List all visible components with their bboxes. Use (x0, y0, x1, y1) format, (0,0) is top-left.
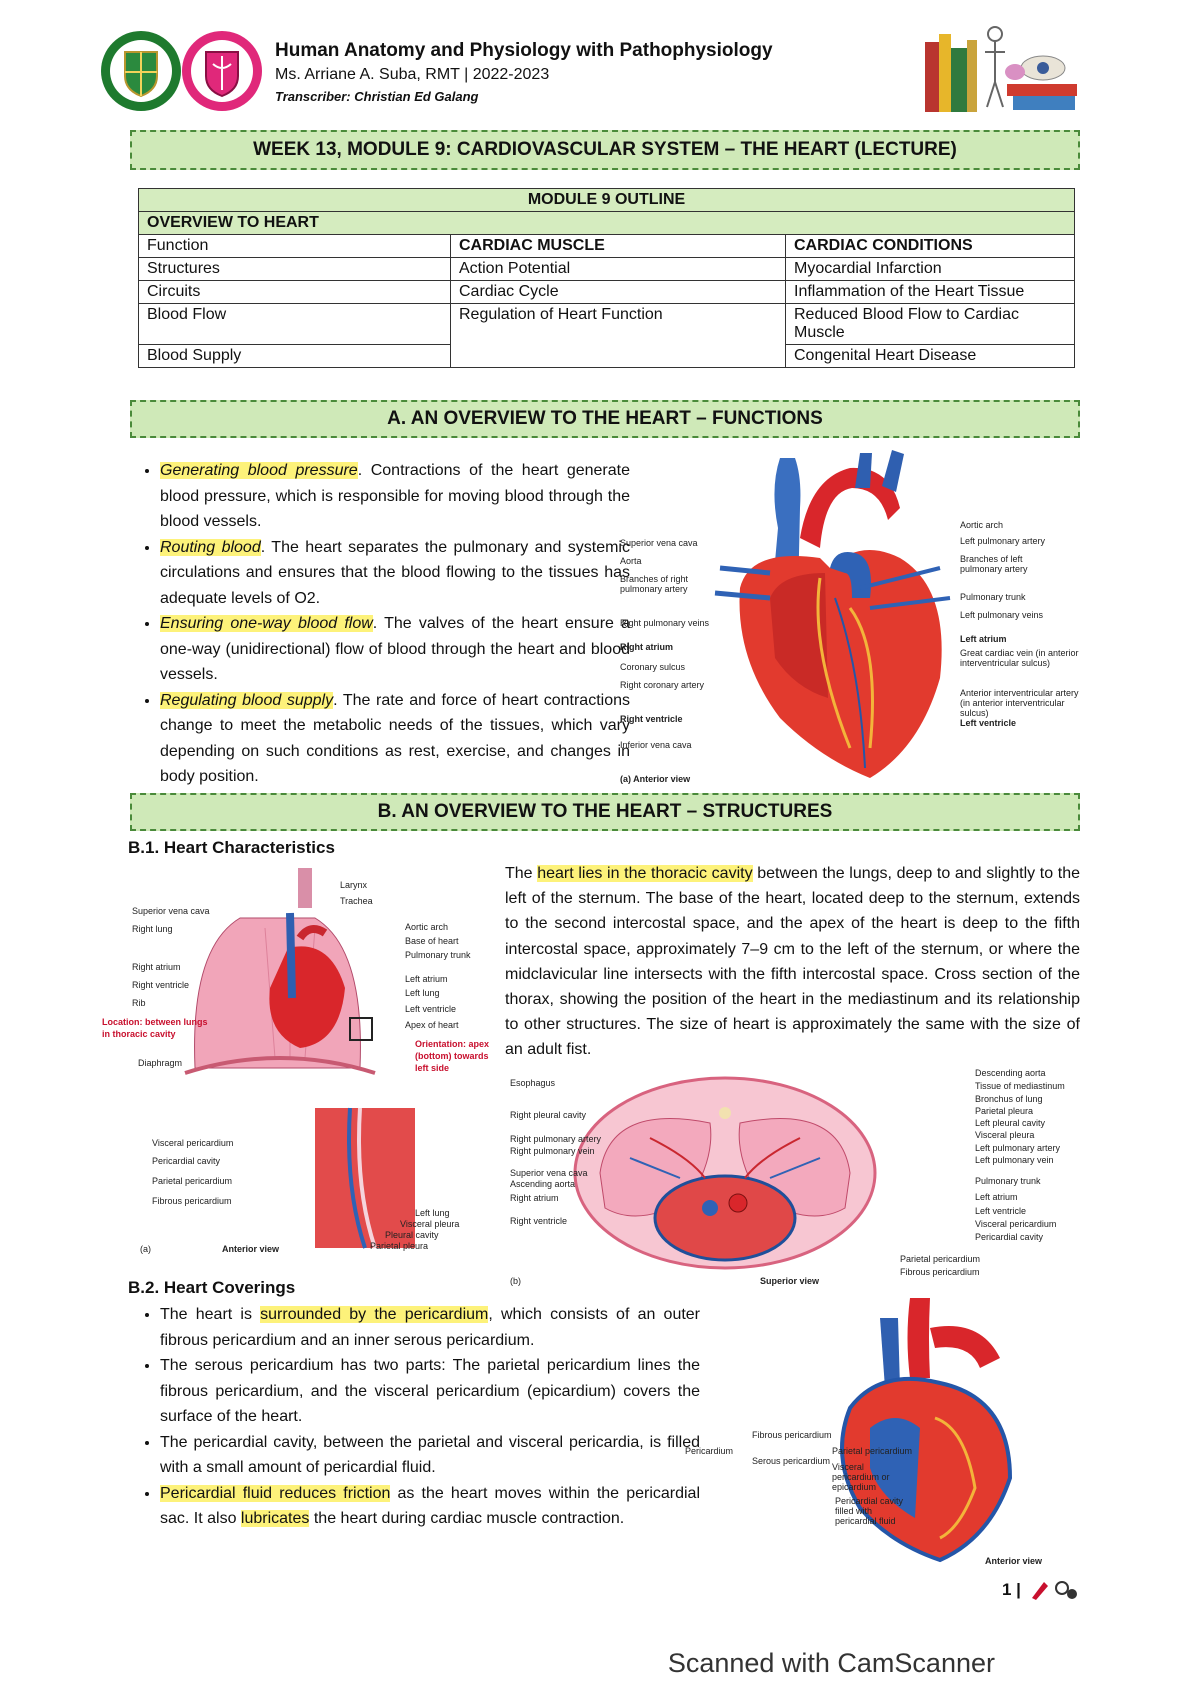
heart-anterior-figure (620, 448, 1080, 788)
highlight-text: lubricates (240, 1510, 310, 1527)
thorax-cross-section-figure (510, 1068, 1080, 1298)
text-segment: between the lungs, deep to and slightly to the left of the sternum. The base of the heart, located deep to the sternum, extends to the second intercostal space, and the apex of the heart is deep to the fifth intercostal space, approximately 7–9 cm to the left of the sternum, or where the midclavicular line intersects with the fifth intercostal space. Cross section of the thorax, showing the position of the heart in the mediastinum and its relationship to other structures. The size of heart is approximately the same with the size of an adult fist. (505, 865, 1081, 1059)
figure-caption-letter: (b) (510, 1276, 521, 1286)
figure-label: Pulmonary trunk (960, 592, 1026, 602)
figure-label: Bronchus of lung (975, 1094, 1043, 1104)
outline-cell: Blood Supply (139, 345, 451, 368)
figure-caption: Anterior view (985, 1556, 1043, 1566)
item-text: . Contractions of the heart generate blood pressure, which is responsible for moving blood through the blood vessels. (160, 462, 631, 530)
figure-label: Left lung (415, 1208, 450, 1218)
outline-cell: Circuits (139, 281, 451, 304)
figure-label: Pericardium (685, 1446, 734, 1456)
figure-label: Right ventricle (132, 980, 190, 990)
module-outline-table (138, 188, 1075, 368)
figure-label: Superior vena cava (620, 538, 698, 548)
figure-label: Great cardiac vein (in anterior interventricular sulcus) (960, 648, 1079, 668)
highlight-text: Generating blood pressure (160, 462, 358, 479)
b1-heading: B.1. Heart Characteristics (128, 838, 335, 857)
figure-label: Left atrium (960, 634, 1007, 644)
scanner-watermark: Scanned with CamScanner (667, 1648, 995, 1678)
figure-caption: (a) Anterior view (620, 774, 691, 784)
outline-cell: Cardiac Cycle (451, 281, 786, 304)
figure-label: Left atrium (405, 974, 448, 984)
figure-label: Apex of heart (405, 1020, 459, 1030)
figure-label: Diaphragm (138, 1058, 183, 1068)
figure-label: Right ventricle (510, 1216, 568, 1226)
figure-label: Visceral pericardium or epicardium (832, 1462, 890, 1492)
figure-label: Parietal pericardium (152, 1176, 233, 1186)
week-module-banner: WEEK 13, MODULE 9: CARDIOVASCULAR SYSTEM – THE HEART (LECTURE) (130, 130, 1080, 170)
section-b-banner: B. AN OVERVIEW TO THE HEART – STRUCTURES (130, 793, 1080, 831)
anatomy-books-illustration (915, 22, 1080, 117)
figure-label: Right pleural cavity (510, 1110, 587, 1120)
figure-label: Left pulmonary artery (960, 536, 1046, 546)
list-item (160, 1302, 700, 1353)
figure-label: Left ventricle (975, 1206, 1027, 1216)
outline-cell: Myocardial Infarction (786, 258, 1075, 281)
figure-label: Superior vena cava (510, 1168, 588, 1178)
figure-label: Pulmonary trunk (975, 1176, 1041, 1186)
figure-label: Anterior interventricular artery (in anterior interventricular sulcus) (960, 688, 1079, 718)
text-segment: The serous pericardium has two parts: The parietal pericardium lines the fibrous pericardium, and the visceral pericardium (epicardium) covers the surface of the heart. (160, 1357, 700, 1425)
figure-label: Ascending aorta (510, 1179, 576, 1189)
stethoscope-pencil-icon (1028, 1578, 1080, 1602)
pericardium-figure (680, 1298, 1080, 1570)
outline-title: MODULE 9 OUTLINE (139, 189, 1075, 212)
figure-label: Fibrous pericardium (752, 1430, 832, 1440)
highlight-text: Regulating blood supply (160, 691, 334, 709)
highlight-text: surrounded by the pericardium (260, 1306, 489, 1323)
coverings-list (128, 1302, 700, 1532)
figure-label: Parietal pericardium (900, 1254, 981, 1264)
figure-label: Trachea (340, 896, 373, 906)
item-text: . The valves of the heart ensure a one-way (unidirectional) flow of blood through the heart and blood vessels. (160, 615, 631, 683)
figure-label: Left ventricle (960, 718, 1017, 728)
figure-label: Larynx (340, 880, 368, 890)
figure-label: Branches of left pulmonary artery (960, 554, 1028, 574)
instructor-line: Ms. Arriane A. Suba, RMT | 2022-2023 (275, 66, 550, 83)
figure-label: Right pulmonary artery (510, 1134, 602, 1144)
figure-label: Inferior vena cava (620, 740, 692, 750)
figure-label: Visceral pericardium (152, 1138, 234, 1148)
figure-label: Left pulmonary artery (975, 1143, 1061, 1153)
list-item (160, 1481, 700, 1532)
outline-cell: Structures (139, 258, 451, 281)
outline-cell: Congenital Heart Disease (786, 345, 1075, 368)
figure-label: Visceral pericardium (975, 1219, 1057, 1229)
figure-label: Aortic arch (405, 922, 449, 932)
figure-label: Right pulmonary veins (620, 618, 710, 628)
text-segment: , which consists of an outer fibrous pericardium and an inner serous pericardium. (160, 1306, 701, 1349)
b2-heading: B.2. Heart Coverings (128, 1278, 296, 1297)
highlight-text: Pericardial fluid reduces friction (160, 1484, 391, 1502)
location-note: Location: between lungs in thoracic cavity (102, 1017, 208, 1039)
outline-cell: Blood Flow (139, 304, 451, 345)
list-item (160, 611, 630, 688)
figure-label: Fibrous pericardium (152, 1196, 232, 1206)
figure-caption: Anterior view (222, 1244, 280, 1254)
text-segment: as the heart moves within the pericardial sac. It also (160, 1484, 701, 1527)
figure-label: Aorta (620, 556, 642, 566)
list-item (160, 1430, 700, 1481)
outline-col3-heading: CARDIAC CONDITIONS (786, 235, 1075, 258)
transcriber-line: Transcriber: Christian Ed Galang (275, 89, 479, 104)
thorax-figure (100, 868, 495, 1260)
figure-label: Right atrium (132, 962, 181, 972)
outline-cell: Inflammation of the Heart Tissue (786, 281, 1075, 304)
figure-label: Parietal pleura (370, 1241, 429, 1251)
list-item (160, 458, 630, 535)
b1-paragraph (505, 861, 1080, 1063)
university-seal-icon (101, 31, 181, 111)
outline-col2-heading: CARDIAC MUSCLE (451, 235, 786, 258)
figure-label: Right coronary artery (620, 680, 705, 690)
item-text: . The heart separates the pulmonary and systemic circulations and ensures that the blood flowing to the tissues has adequate levels of O2. (160, 538, 630, 607)
text-segment: The heart is (160, 1306, 261, 1323)
figure-label: Parietal pericardium (832, 1446, 913, 1456)
figure-label: Right atrium (620, 642, 673, 652)
outline-cell: Reduced Blood Flow to Cardiac Muscle (786, 304, 1075, 345)
figure-label: Left pleural cavity (975, 1118, 1046, 1128)
pericardium-illustration (680, 1298, 1080, 1570)
outline-cell: Regulation of Heart Function (451, 304, 786, 368)
outline-overview-heading: OVERVIEW TO HEART (139, 212, 1075, 235)
figure-label: Tissue of mediastinum (975, 1081, 1065, 1091)
college-seal-icon (182, 31, 262, 111)
orientation-note: Orientation: apex (bottom) towards left side (415, 1039, 490, 1073)
figure-label: Pericardial cavity filled with pericardial fluid (835, 1496, 904, 1526)
figure-label: Superior vena cava (132, 906, 210, 916)
page-number: 1 | (1002, 1580, 1021, 1599)
figure-label: Descending aorta (975, 1068, 1046, 1078)
figure-label: Right atrium (510, 1193, 559, 1203)
figure-caption-letter: (a) (140, 1244, 151, 1254)
figure-label: Visceral pleura (400, 1219, 460, 1229)
highlight-text: Ensuring one-way blood flow (160, 615, 373, 632)
figure-label: Left atrium (975, 1192, 1018, 1202)
figure-label: Visceral pleura (975, 1130, 1035, 1140)
text-segment: the heart during cardiac muscle contraction. (309, 1510, 625, 1527)
figure-label: Base of heart (405, 936, 459, 946)
highlight-text: Routing blood (160, 538, 261, 556)
item-text: . The rate and force of heart contractions change to meet the metabolic needs of the tissues, which vary depending on such conditions as rest, exercise, and changes in body position. (160, 691, 630, 785)
figure-label: Pulmonary trunk (405, 950, 471, 960)
section-a-banner: A. AN OVERVIEW TO THE HEART – FUNCTIONS (130, 400, 1080, 438)
outline-cell: Function (139, 235, 451, 258)
figure-label: Pericardial cavity (975, 1232, 1044, 1242)
school-logos (100, 28, 265, 114)
figure-label: Coronary sulcus (620, 662, 686, 672)
figure-label: Left pulmonary vein (975, 1155, 1054, 1165)
figure-label: Fibrous pericardium (900, 1267, 980, 1277)
functions-list (128, 458, 630, 790)
figure-label: Rib (132, 998, 146, 1008)
figure-label: Right ventricle (620, 714, 683, 724)
figure-label: Branches of right pulmonary artery (620, 574, 689, 594)
course-title: Human Anatomy and Physiology with Pathophysiology (275, 40, 773, 61)
text-segment: The pericardial cavity, between the parietal and visceral pericardia, is filled with a small amount of pericardial fluid. (160, 1433, 700, 1476)
list-item (160, 535, 630, 612)
list-item (160, 688, 630, 790)
outline-cell: Action Potential (451, 258, 786, 281)
figure-caption: Superior view (760, 1276, 820, 1286)
figure-label: Left lung (405, 988, 440, 998)
figure-label: Serous pericardium (752, 1456, 831, 1466)
figure-label: Left pulmonary veins (960, 610, 1044, 620)
list-item (160, 1353, 700, 1430)
figure-label: Left ventricle (405, 1004, 457, 1014)
figure-label: Pericardial cavity (152, 1156, 221, 1166)
figure-label: Right pulmonary vein (510, 1146, 595, 1156)
figure-label: Aortic arch (960, 520, 1004, 530)
figure-label: Pleural cavity (385, 1230, 439, 1240)
figure-label: Right lung (132, 924, 173, 934)
figure-label: Esophagus (510, 1078, 556, 1088)
highlight-text: heart lies in the thoracic cavity (537, 865, 753, 882)
text-segment: The (505, 865, 538, 882)
figure-label: Parietal pleura (975, 1106, 1034, 1116)
